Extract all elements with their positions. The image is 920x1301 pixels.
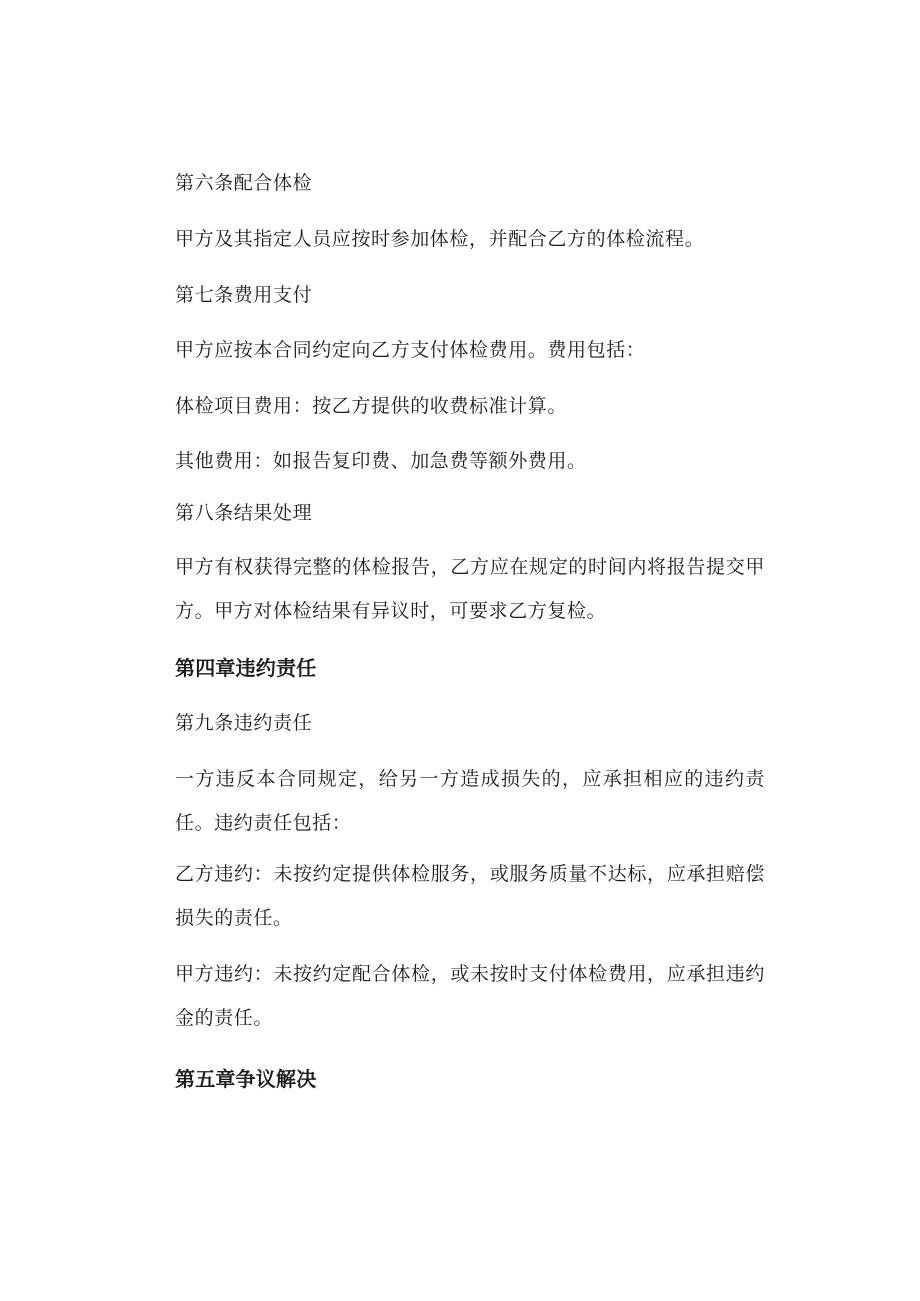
article-7-body: 甲方应按本合同约定向乙方支付体检费用。费用包括： (175, 339, 646, 361)
article-6-title: 第六条配合体检 (175, 172, 313, 194)
article-7-item-1: 体检项目费用：按乙方提供的收费标准计算。 (175, 395, 568, 417)
article-7-title: 第七条费用支付 (175, 284, 313, 306)
article-9-item-1: 乙方违约：未按约定提供体检服务，或服务质量不达标，应承担赔偿损失的责任。 (175, 863, 765, 929)
chapter-4-heading: 第四章违约责任 (175, 656, 317, 680)
article-7-item-2: 其他费用：如报告复印费、加急费等额外费用。 (175, 450, 587, 472)
article-9-body: 一方违反本合同规定，给另一方造成损失的，应承担相应的违约责任。违约责任包括： (175, 768, 765, 834)
article-8-title: 第八条结果处理 (175, 502, 313, 524)
chapter-5-heading: 第五章争议解决 (175, 1067, 317, 1091)
article-8-body: 甲方有权获得完整的体检报告，乙方应在规定的时间内将报告提交甲方。甲方对体检结果有异议时，可要求乙方复检。 (175, 556, 765, 622)
article-6-body: 甲方及其指定人员应按时参加体检，并配合乙方的体检流程。 (175, 228, 705, 250)
article-9-title: 第九条违约责任 (175, 712, 313, 734)
article-9-item-2: 甲方违约：未按约定配合体检，或未按时支付体检费用，应承担违约金的责任。 (175, 963, 765, 1029)
